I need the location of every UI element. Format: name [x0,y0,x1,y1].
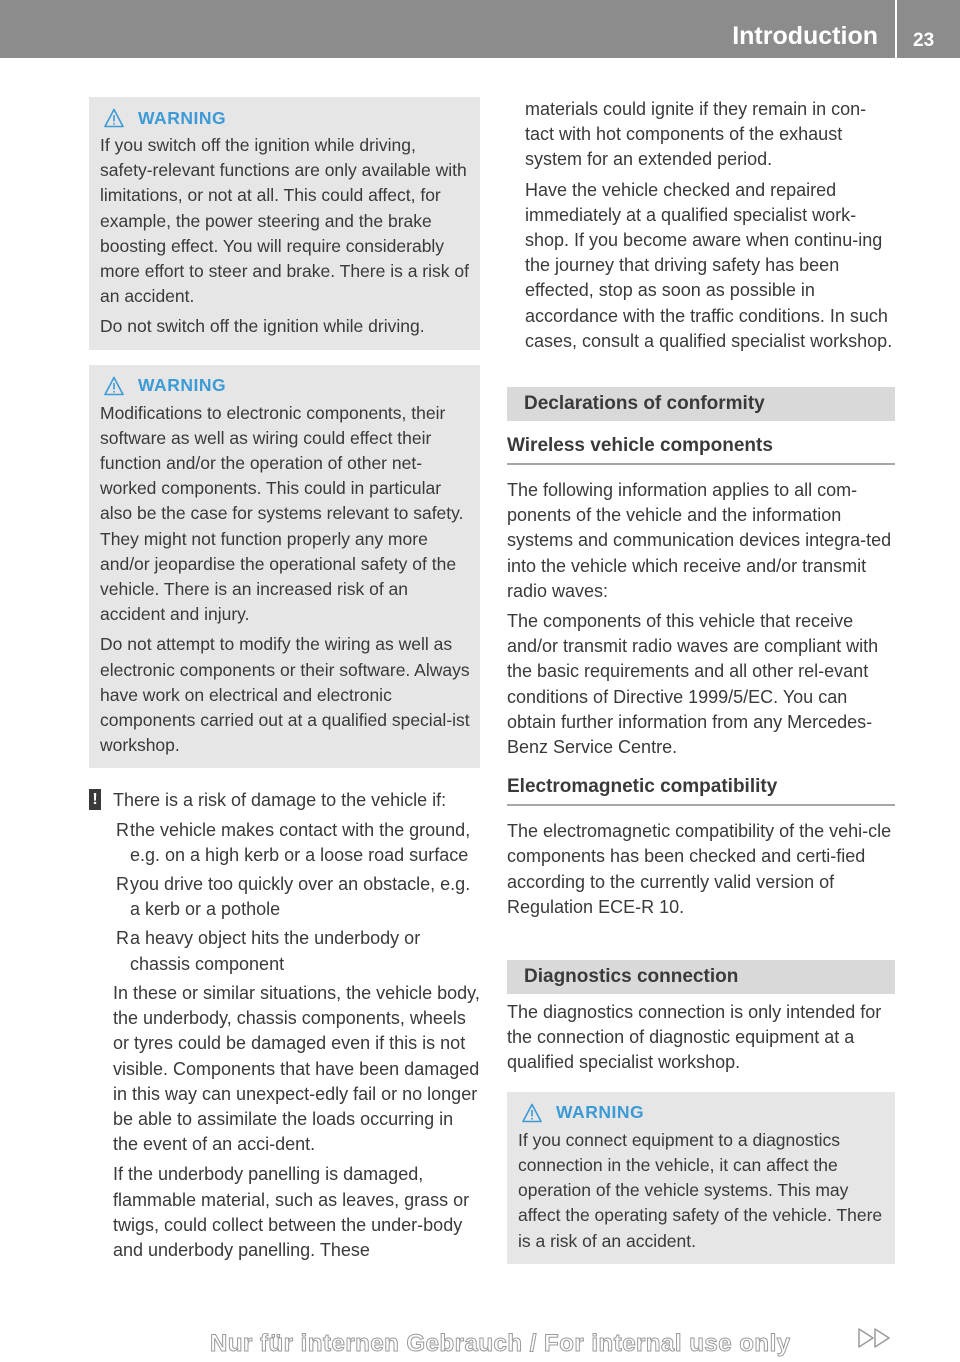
warning-triangle-icon [104,108,124,128]
body-paragraph: The diagnostics connection is only intended for the connection of diagnostic equipment at a qualified specialist workshop. [507,1002,882,1073]
header-divider [895,0,897,58]
warning-text: If you switch off the ignition while driving, safety-relevant functions are only available with limitations, or not at all. This could affect, for example, the power steering and the brake boosting effect. You will require considerably more effort to steer and brake. There is a risk of an accident. [100,135,469,307]
left-column [89,97,480,1263]
continued-paragraph: Have the vehicle checked and repaired immediately at a qualified specialist work-shop. If you become aware when continu-ing the journey that driving safety has been effected, stop as soon as possible in accordance with the traffic conditions. In such cases, consult a qualified specialist workshop. [525,179,893,351]
list-item: R a heavy object hits the underbody or chassis component [116,928,421,974]
continued-paragraph: materials could ignite if they remain in con-tact with hot components of the exhaust system for an extended period. [525,99,867,170]
notice-bullet-list [113,818,480,977]
body-paragraph: The following information applies to all com-ponents of the vehicle and the information systems and communication devices integra-ted into the vehicle which receive and/or transmit radio waves: [507,480,892,601]
warning-text: If you connect equipment to a diagnostics connection in the vehicle, it can affect the operation of the vehicle systems. This may affect the operating safety of the vehicle. There is a risk of an accident. [518,1129,883,1251]
list-item: R you drive too quickly over an obstacle, e.g. a kerb or a pothole [116,874,471,920]
warning-triangle-icon [522,1103,542,1123]
subheading-emc: Electromagnetic compatibility [507,776,895,806]
warning-label: WARNING [138,107,227,128]
warning-instruction: Do not attempt to modify the wiring as well as electronic components or their software. Always have work on electrical and electronic components carried out at a qualified special-ist workshop. [100,634,470,756]
bullet-icon: R [116,819,129,840]
body-paragraph: The components of this vehicle that receive and/or transmit radio waves are compliant with the basic requirements and all other rel-evant conditions of Directive 1999/5/EC. You can obtain further information from any Mercedes-Benz Service Centre. [507,611,879,758]
notice-exclamation-icon: ! [89,789,101,810]
list-item: R the vehicle makes contact with the ground, e.g. on a high kerb or a loose road surface [116,819,471,865]
damage-notice [89,788,480,1263]
notice-paragraph: If the underbody panelling is damaged, flammable material, such as leaves, grass or twigs, could collect between the under-body and underbody panelling. These [113,1164,470,1260]
warning-label: WARNING [138,375,227,396]
bullet-icon: R [116,874,129,895]
warning-box-diagnostics [507,1092,895,1264]
double-arrow-right-icon [857,1327,893,1349]
warning-text: Modifications to electronic components, their software as well as wiring could effect their function and/or the operation of other net-worked components. This could in particular also be the case for systems relevant to safety. They might not function properly any more and/or jeopardise the operational safety of the vehicle. There is an increased risk of an accident and injury. [100,402,464,625]
section-heading-diagnostics: Diagnostics connection [507,960,895,994]
internal-use-watermark: Nur für internen Gebrauch / For internal use only [210,1330,791,1357]
body-paragraph: The electromagnetic compatibility of the vehi-cle components has been checked and certi-fied according to the currently valid version of Regulation ECE-R 10. [507,821,892,917]
warning-triangle-icon [104,376,124,396]
page-number: 23 [913,30,935,51]
bullet-icon: R [116,928,129,949]
warning-box-ignition [89,97,480,350]
warning-label: WARNING [556,1102,645,1123]
warning-header [100,107,470,129]
warning-header [100,375,470,397]
notice-intro: There is a risk of damage to the vehicle if: [113,790,447,811]
section-title: Introduction [732,22,878,50]
right-column [507,97,895,1264]
notice-paragraph: In these or similar situations, the vehicle body, the underbody, chassis components, wheels or tyres could be damaged even if this is not visible. Components that have been damaged in this way can unexpect-edly fail or no longer be able to assimilate the loads occurring in the event of an acci-dent. [113,982,480,1155]
page-header [0,0,960,58]
warning-header [518,1102,885,1124]
section-heading-declarations: Declarations of conformity [507,387,895,421]
warning-box-modifications [89,365,480,769]
warning-instruction: Do not switch off the ignition while driving. [100,316,425,337]
subheading-wireless: Wireless vehicle components [507,435,895,465]
